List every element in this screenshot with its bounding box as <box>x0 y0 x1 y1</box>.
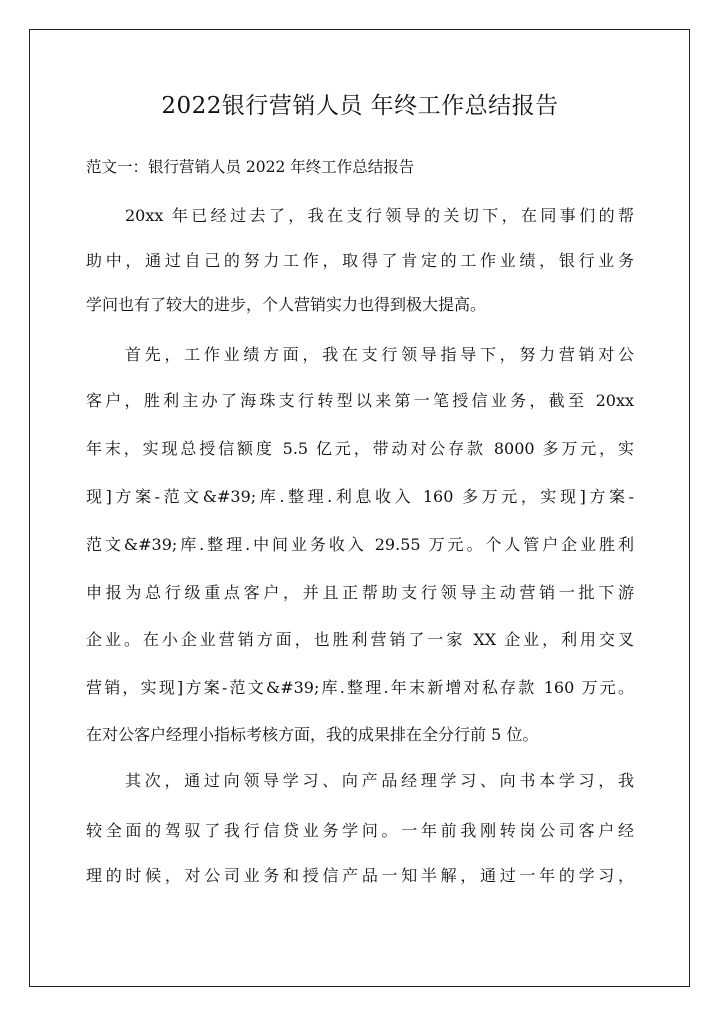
text-line: 在对公客户经理小指标考核方面，我的成果排在全分行前 5 位。 <box>86 725 539 744</box>
text-line: 20xx 年已经过去了，我在支行领导的关切下，在同事们的帮 <box>125 206 634 225</box>
text-line: 较全面的驾驭了我行信贷业务学问。一年前我刚转岗公司客户经 <box>86 821 634 840</box>
text-line: 理的时候，对公司业务和授信产品一知半解，通过一年的学习， <box>86 866 634 885</box>
document-title: 2022银行营销人员 年终工作总结报告 <box>161 93 559 119</box>
text-line: 首先，工作业绩方面，我在支行领导指导下，努力营销对公 <box>125 345 634 364</box>
text-line: 企业。在小企业营销方面，也胜利营销了一家 XX 企业，利用交叉 <box>86 630 634 649</box>
text-line: 营销，实现]方案-范文&#39;库.整理.年末新增对私存款 160 万元。 <box>86 678 634 697</box>
text-line: 申报为总行级重点客户，并且正帮助支行领导主动营销一批下游 <box>86 583 634 602</box>
text-line: 年末，实现总授信额度 5.5 亿元，带动对公存款 8000 多万元，实 <box>86 439 634 458</box>
text-line: 学问也有了较大的进步，个人营销实力也得到极大提高。 <box>86 295 487 314</box>
text-line: 范文&#39;库.整理.中间业务收入 29.55 万元。个人管户企业胜利 <box>86 535 634 554</box>
text-line: 客户，胜利主办了海珠支行转型以来第一笔授信业务，截至 20xx <box>86 391 634 410</box>
text-line: 助中，通过自己的努力工作，取得了肯定的工作业绩，银行业务 <box>86 251 634 270</box>
text-line: 现]方案-范文&#39;库.整理.利息收入 160 多万元，实现]方案- <box>86 487 634 506</box>
text-line: 其次，通过向领导学习、向产品经理学习、向书本学习，我 <box>125 771 634 790</box>
document-subtitle: 范文一：银行营销人员 2022 年终工作总结报告 <box>86 158 415 176</box>
